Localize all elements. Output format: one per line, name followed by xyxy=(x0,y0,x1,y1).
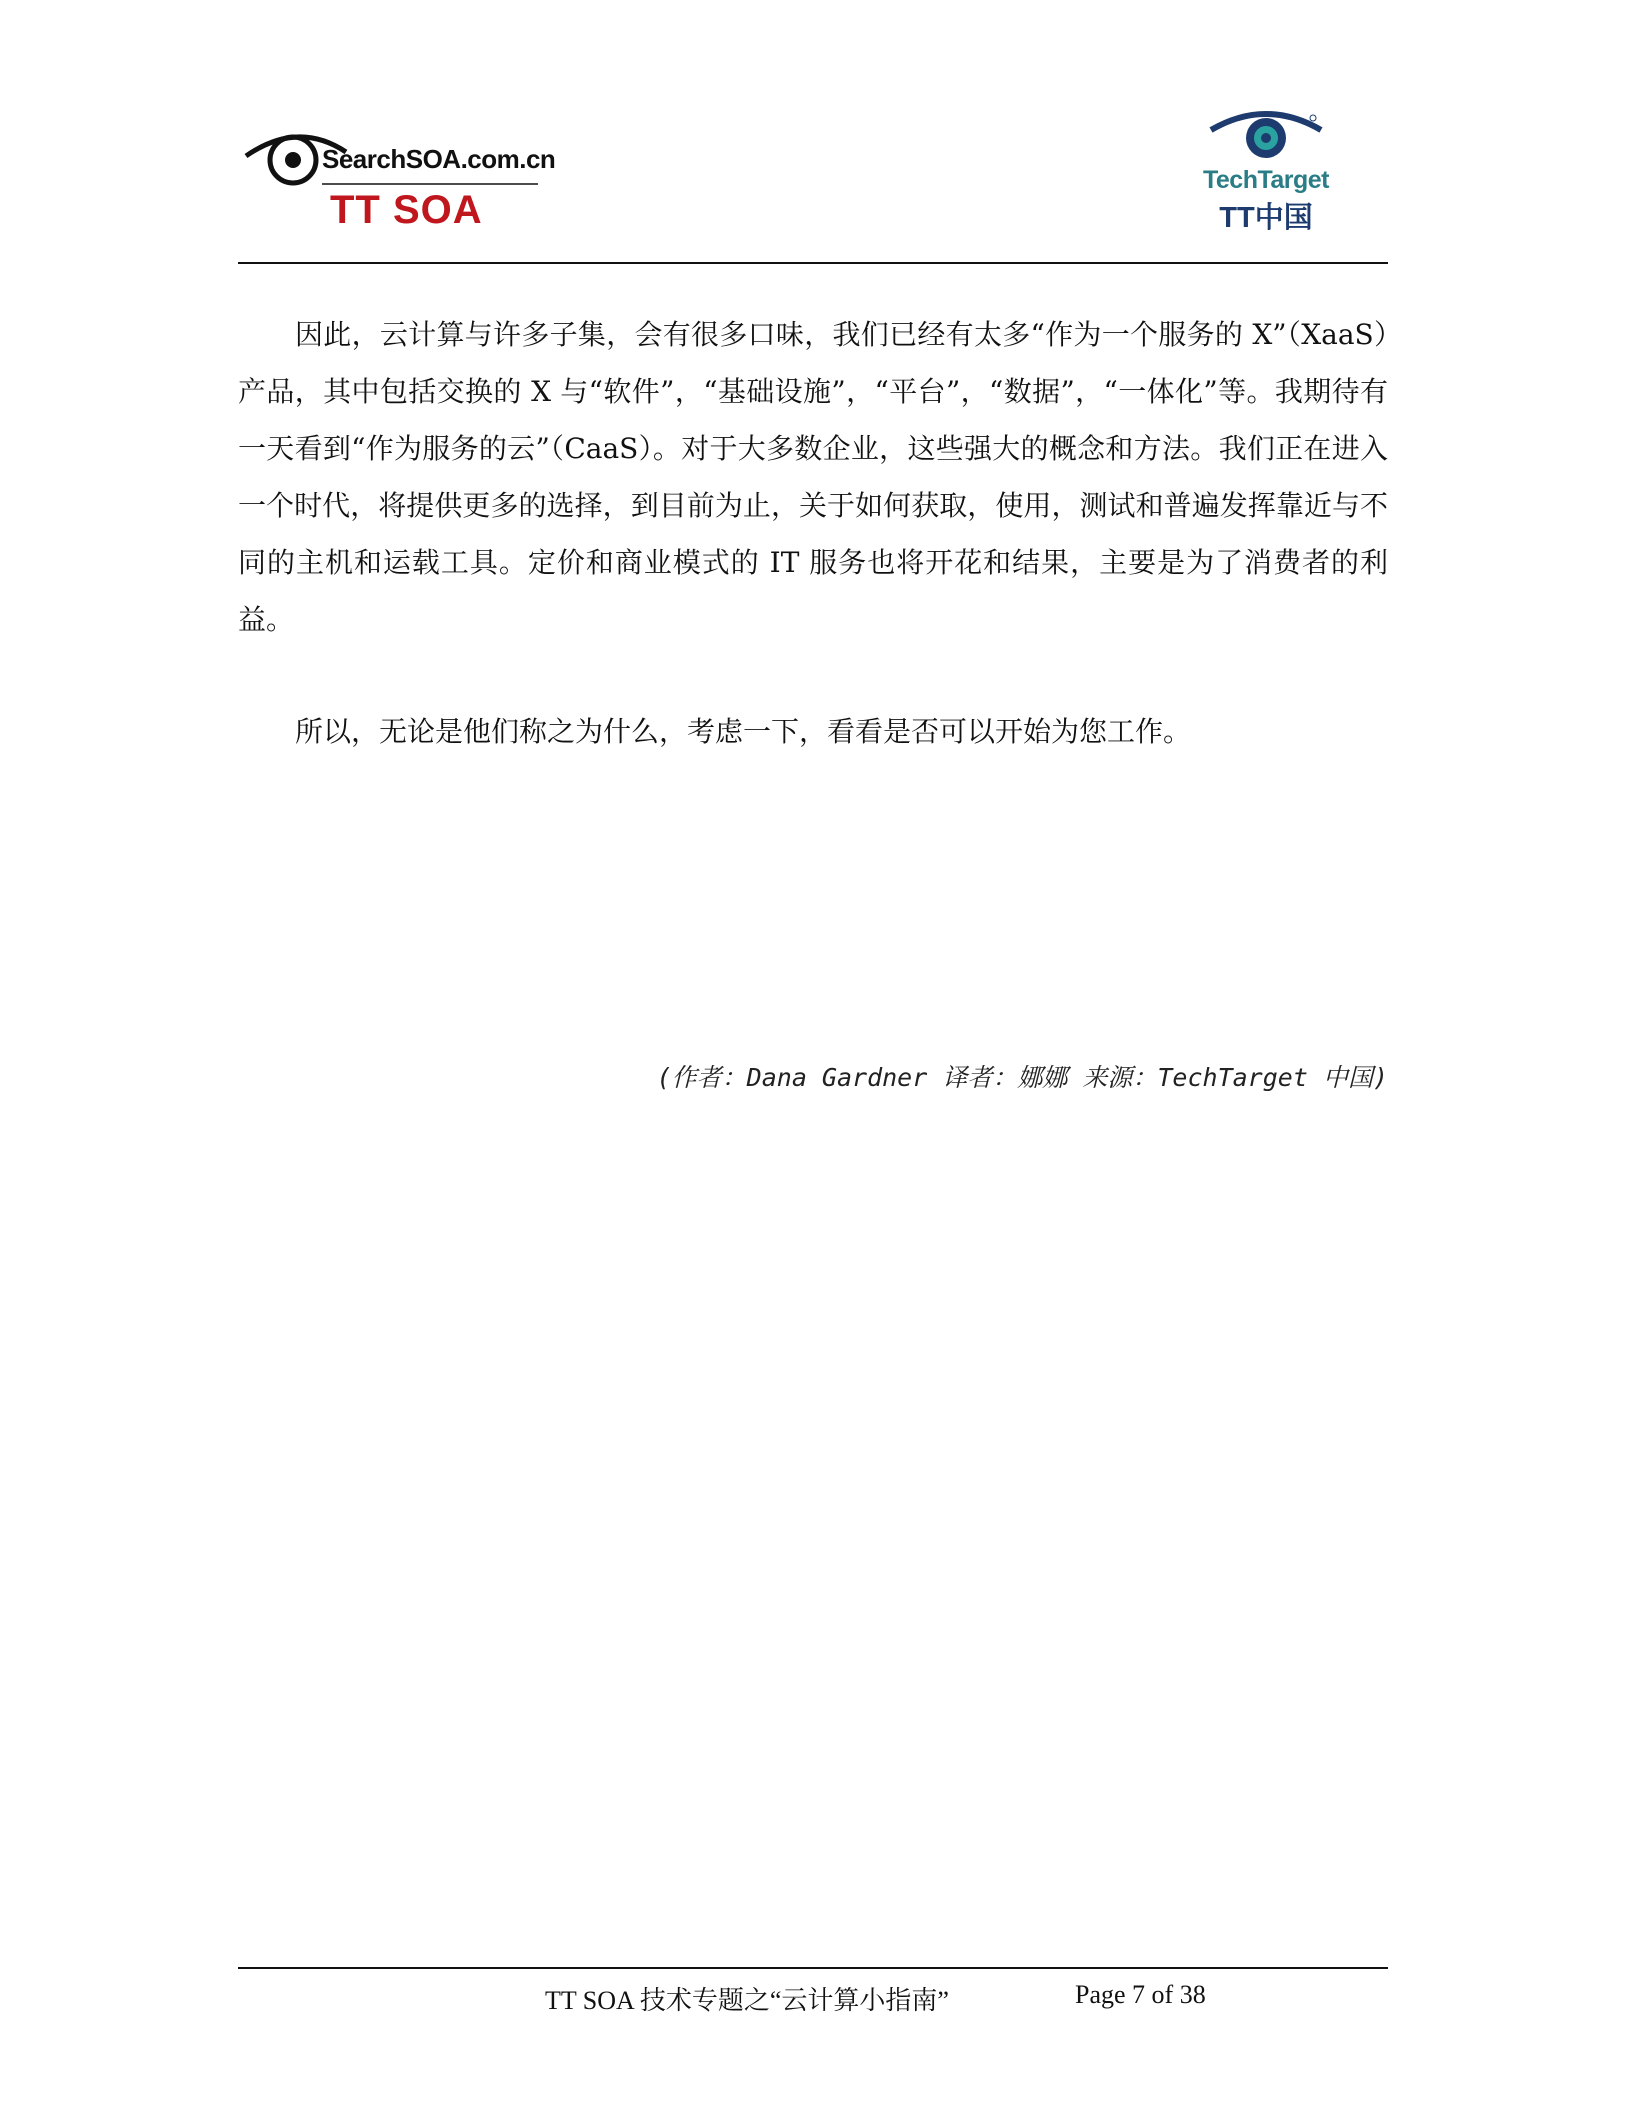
article-credit: (作者：Dana Gardner 译者：娜娜 来源：TechTarget 中国) xyxy=(656,1063,1388,1092)
paragraph-1: 因此，云计算与许多子集，会有很多口味，我们已经有太多“作为一个服务的 X”（XaaS）产品，其中包括交换的 X 与“软件”，“基础设施”，“平台”，“数据”，“一体化”等。我期待有一天看到“作为服务的云”（CaaS）。对于大多数企业，这些强大的概念和方法。我们正在进入一个时代，将提供更多的选择，到目前为止，关于如何获取，使用，测试和普遍发挥靠近与不同的主机和运载工具。定价和商业模式的 IT 服务也将开花和结果，主要是为了消费者的利益。 xyxy=(238,318,1388,636)
tt-china-text: TT中国 xyxy=(1219,202,1313,234)
searchsoa-site-text: SearchSOA.com.cn xyxy=(322,144,556,174)
techtarget-eye-icon xyxy=(1201,106,1331,166)
page-header xyxy=(238,98,1386,268)
searchsoa-logo xyxy=(238,126,558,238)
page-number: Page 7 of 38 xyxy=(1075,1980,1206,2009)
footer-title: TT SOA 技术专题之“云计算小指南” xyxy=(545,1986,949,2015)
techtarget-logo xyxy=(1201,106,1331,236)
header-rule xyxy=(238,262,1388,264)
tt-soa-brand: TT SOA xyxy=(330,188,483,232)
footer-rule xyxy=(238,1967,1388,1969)
techtarget-text: TechTarget xyxy=(1202,166,1330,194)
article-body xyxy=(238,306,1388,760)
paragraph-2: 所以，无论是他们称之为什么，考虑一下，看看是否可以开始为您工作。 xyxy=(295,715,1192,748)
